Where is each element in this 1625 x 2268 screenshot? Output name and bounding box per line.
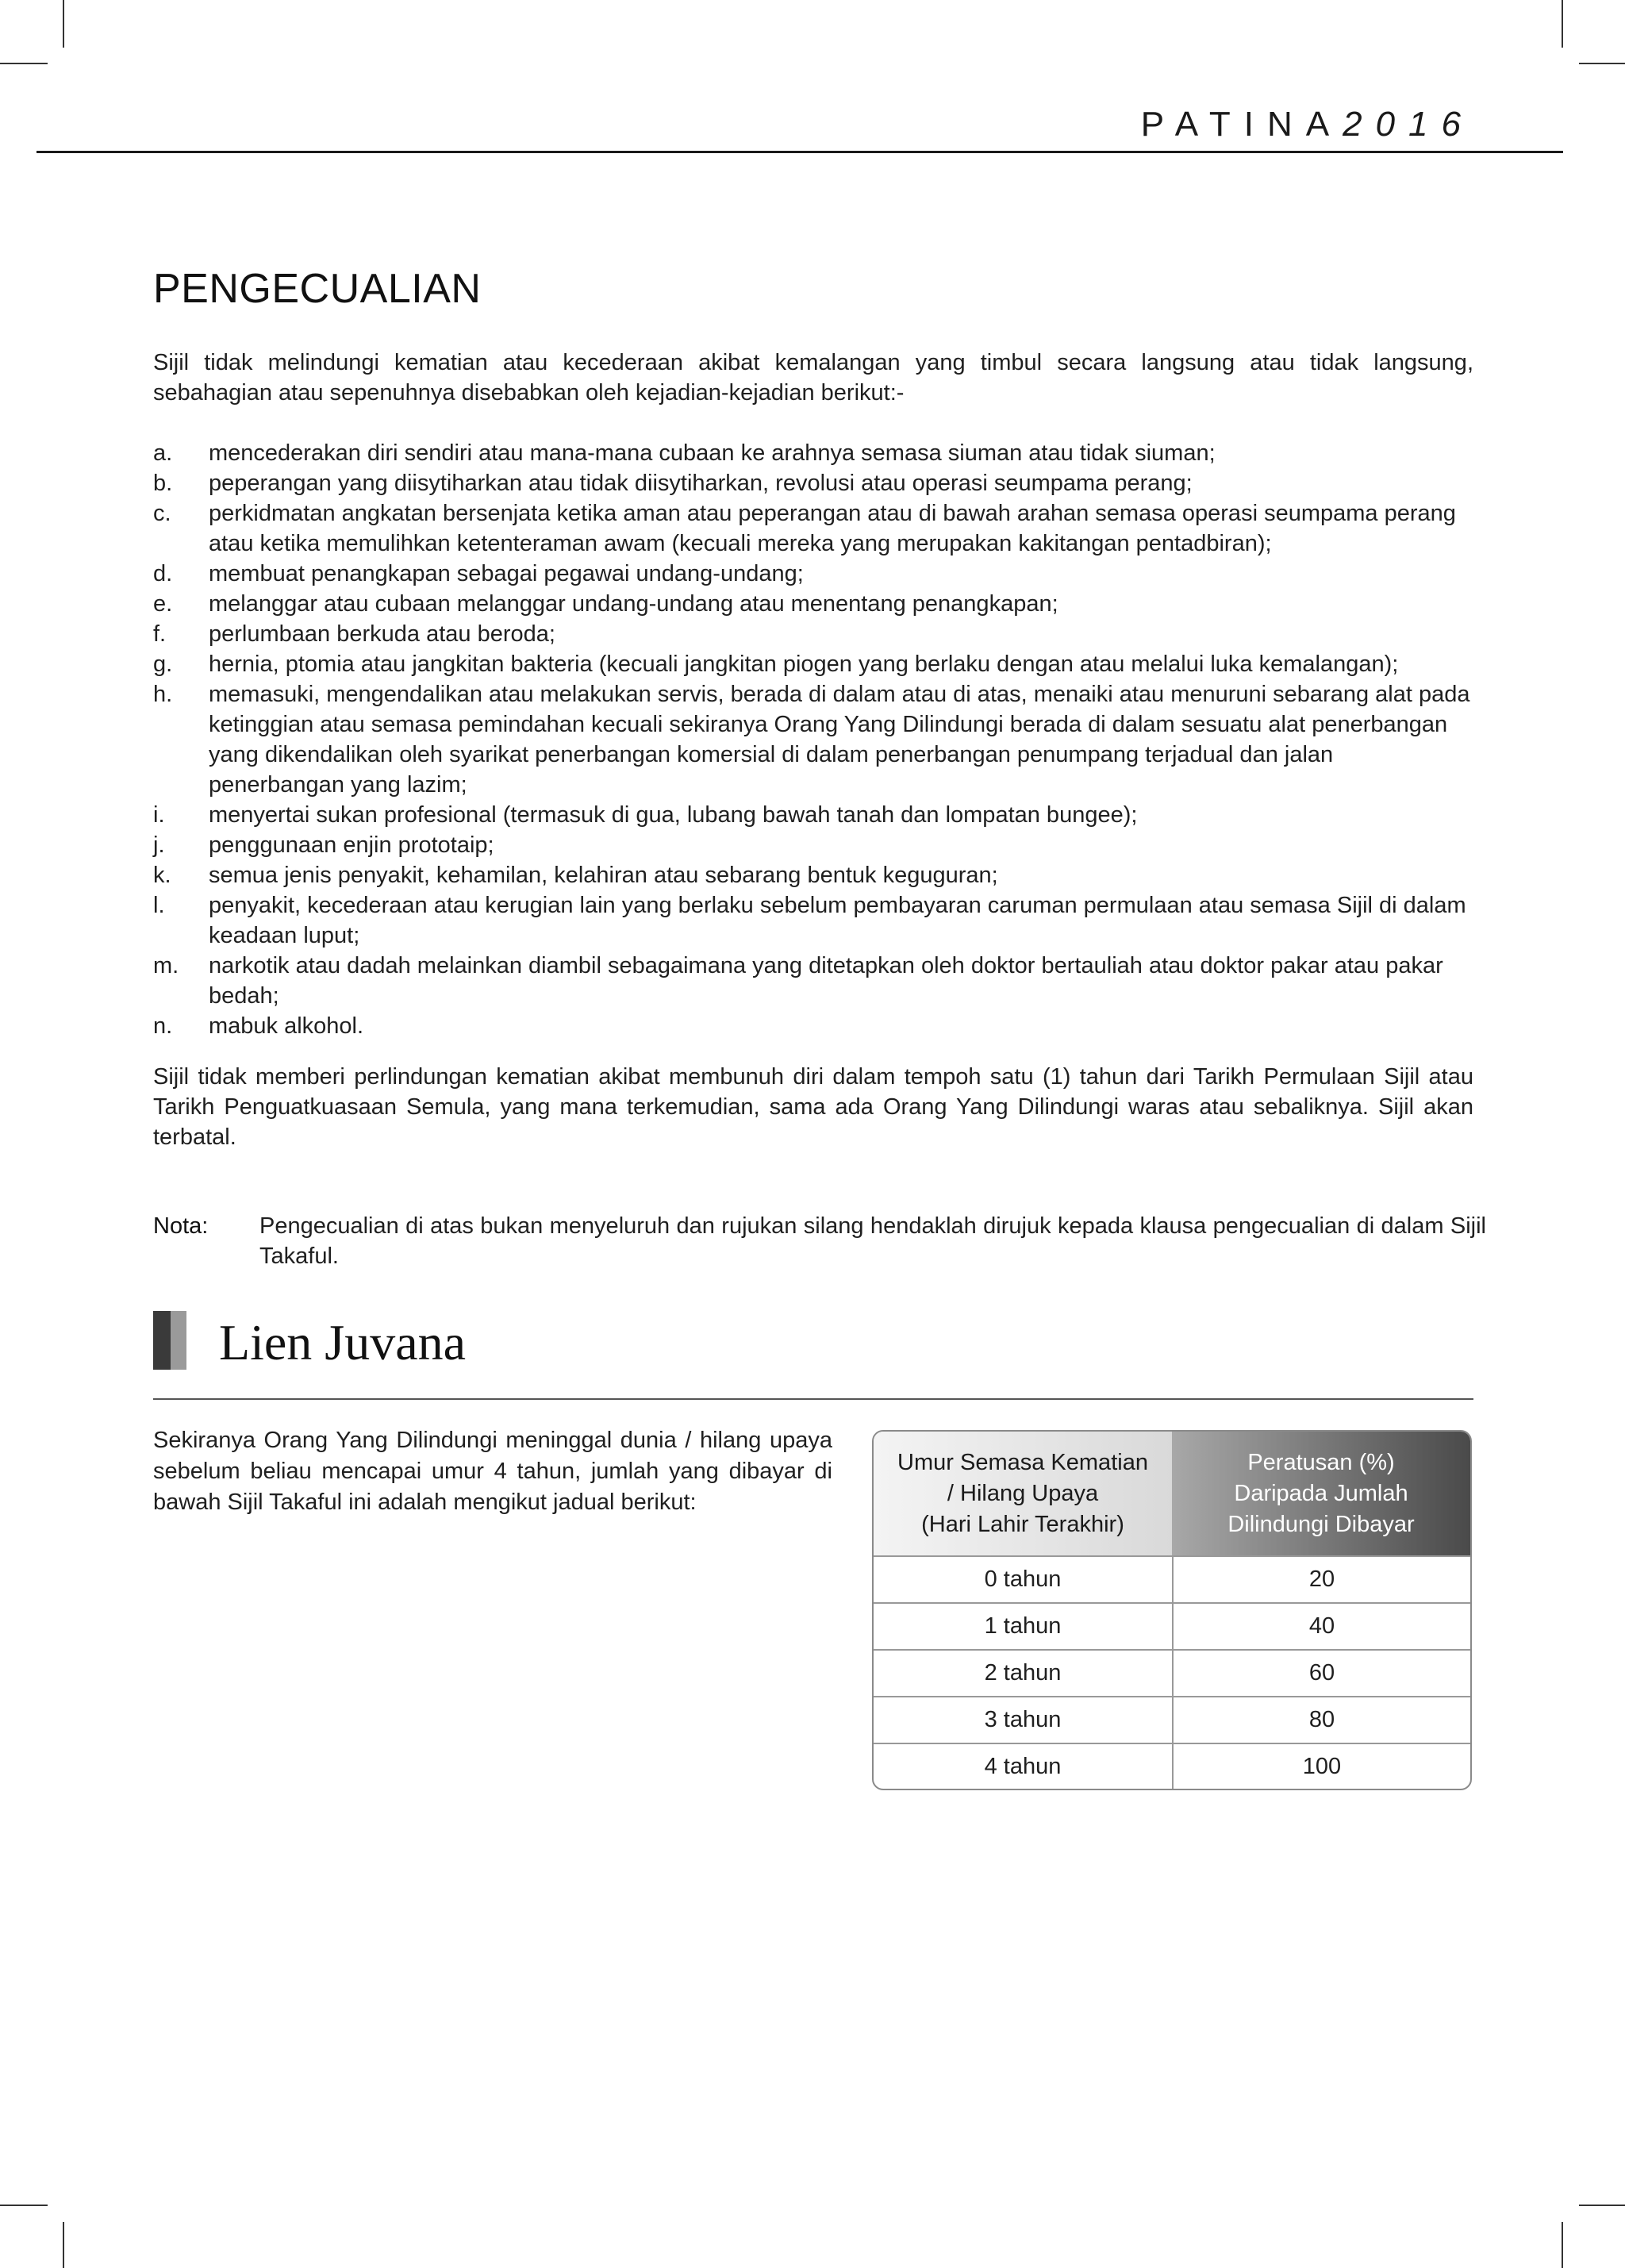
- list-item-text: penggunaan enjin prototaip;: [209, 832, 494, 858]
- table-cell-percent: 100: [1302, 1754, 1342, 1779]
- table-header-age-label: Umur Semasa Kematian / Hilang Upaya (Hari Lahir Terakhir): [897, 1449, 1148, 1537]
- list-item: [153, 890, 1473, 951]
- list-item: [153, 559, 1473, 589]
- table-row: [874, 1555, 1470, 1602]
- table-body: [874, 1555, 1470, 1789]
- list-item: [153, 619, 1473, 649]
- list-item-marker: f.: [153, 621, 167, 647]
- crop-mark: [63, 2222, 64, 2268]
- list-item-text: membuat penangkapan sebagai pegawai undang-undang;: [209, 561, 804, 586]
- list-item-text: mabuk alkohol.: [209, 1013, 364, 1039]
- list-item-text: perlumbaan berkuda atau beroda;: [209, 621, 555, 647]
- list-item-marker: b.: [153, 471, 173, 496]
- crop-mark: [1579, 63, 1625, 64]
- table-header-percent: [1172, 1432, 1470, 1555]
- crop-mark: [0, 63, 48, 64]
- table-cell-percent: 60: [1308, 1660, 1335, 1686]
- table-cell-age: 2 tahun: [874, 1651, 1174, 1696]
- list-item-marker: m.: [153, 953, 179, 978]
- header-rule: [36, 151, 1563, 153]
- list-item-marker: g.: [153, 652, 173, 677]
- table-cell-age: 4 tahun: [874, 1744, 1174, 1789]
- list-item: [153, 589, 1473, 619]
- list-item-marker: l.: [153, 893, 165, 918]
- list-item-text: melanggar atau cubaan melanggar undang-undang atau menentang penangkapan;: [209, 591, 1058, 617]
- section-marker-dark: [153, 1311, 171, 1370]
- table-cell-percent: 20: [1308, 1566, 1335, 1592]
- list-item-marker: h.: [153, 682, 173, 707]
- list-item-text: narkotik atau dadah melainkan diambil sebagaimana yang ditetapkan oleh doktor bertauliah atau doktor pakar atau pakar bedah;: [209, 953, 1443, 1009]
- list-item: [153, 498, 1473, 559]
- crop-mark: [1579, 2205, 1625, 2206]
- list-item-text: perkidmatan angkatan bersenjata ketika aman atau peperangan atau di bawah arahan semasa operasi seumpama perang atau ketika memulihkan ketenteraman awam (kecuali mereka yang merupakan kakitangan pentadbiran);: [209, 501, 1456, 556]
- list-item-marker: a.: [153, 440, 173, 466]
- list-item: [153, 438, 1473, 468]
- note-text: Pengecualian di atas bukan menyeluruh dan rujukan silang hendaklah dirujuk kepada klausa pengecualian di dalam Sijil Takaful.: [259, 1213, 1486, 1269]
- exclusions-list: [153, 438, 1473, 1041]
- page-header-brand: [1141, 105, 1474, 144]
- exclusions-intro: Sijil tidak melindungi kematian atau kecederaan akibat kemalangan yang timbul secara langsung atau tidak langsung, sebahagian atau sepenuhnya disebabkan oleh kejadian-kejadian berikut:-: [153, 350, 1473, 406]
- list-item-marker: n.: [153, 1013, 173, 1039]
- list-item: [153, 468, 1473, 498]
- list-item-marker: k.: [153, 863, 171, 888]
- table-cell-age: 3 tahun: [874, 1697, 1174, 1743]
- table-header-age: [874, 1432, 1172, 1555]
- table-header-percent-label: Peratusan (%) Daripada Jumlah Dilindungi Dibayar: [1227, 1449, 1415, 1537]
- section-title-lien-juvana: Lien Juvana: [219, 1314, 466, 1370]
- list-item-text: menyertai sukan profesional (termasuk di gua, lubang bawah tanah dan lompatan bungee);: [209, 802, 1138, 828]
- lien-table: [872, 1430, 1472, 1790]
- list-item-text: semua jenis penyakit, kehamilan, kelahiran atau sebarang bentuk keguguran;: [209, 863, 998, 888]
- table-row: [874, 1649, 1470, 1696]
- table-cell-percent: 80: [1308, 1707, 1335, 1732]
- list-item: [153, 800, 1473, 830]
- section-rule: [153, 1398, 1473, 1400]
- table-row: [874, 1743, 1470, 1789]
- table-header: [874, 1432, 1470, 1555]
- list-item-text: memasuki, mengendalikan atau melakukan servis, berada di dalam atau di atas, menaiki atau menuruni sebarang alat pada ketinggian atau semasa pemindahan kecuali sekiranya Orang Yang Dilindungi berada di dalam sesuatu alat penerbangan yang dikendalikan oleh syarikat penerbangan komersial di dalam penerbangan penumpang terjadual dan jalan penerbangan yang lazim;: [209, 682, 1470, 798]
- list-item-marker: d.: [153, 561, 173, 586]
- list-item: [153, 1011, 1473, 1041]
- section-marker-light: [171, 1311, 186, 1370]
- brand-name: PATINA: [1140, 105, 1343, 144]
- table-cell-age: 0 tahun: [874, 1557, 1174, 1602]
- list-item: [153, 830, 1473, 860]
- section-title-exclusions: PENGECUALIAN: [153, 266, 482, 312]
- list-item-marker: j.: [153, 832, 165, 858]
- list-item: [153, 951, 1473, 1011]
- table-row: [874, 1696, 1470, 1743]
- list-item-marker: c.: [153, 501, 171, 526]
- crop-mark: [0, 2205, 48, 2206]
- list-item-text: mencederakan diri sendiri atau mana-mana cubaan ke arahnya semasa siuman atau tidak siuman;: [209, 440, 1216, 466]
- list-item-text: hernia, ptomia atau jangkitan bakteria (kecuali jangkitan piogen yang berlaku dengan atau melalui luka kemalangan);: [209, 652, 1399, 677]
- list-item-text: peperangan yang diisytiharkan atau tidak diisytiharkan, revolusi atau operasi seumpama perang;: [209, 471, 1193, 496]
- list-item-marker: i.: [153, 802, 165, 828]
- table-cell-percent: 40: [1308, 1613, 1335, 1639]
- table-cell-age: 1 tahun: [874, 1604, 1174, 1649]
- crop-mark: [1562, 0, 1563, 48]
- list-item-marker: e.: [153, 591, 173, 617]
- list-item: [153, 649, 1473, 679]
- table-row: [874, 1602, 1470, 1649]
- crop-mark: [1562, 2222, 1563, 2268]
- note: [153, 1211, 1486, 1271]
- crop-mark: [63, 0, 64, 48]
- lien-description: Sekiranya Orang Yang Dilindungi meninggal dunia / hilang upaya sebelum beliau mencapai umur 4 tahun, jumlah yang dibayar di bawah Sijil Takaful ini adalah mengikut jadual berikut:: [153, 1428, 832, 1515]
- list-item: [153, 679, 1473, 800]
- list-item: [153, 860, 1473, 890]
- note-label: Nota:: [153, 1213, 209, 1239]
- list-item-text: penyakit, kecederaan atau kerugian lain yang berlaku sebelum pembayaran caruman permulaan atau semasa Sijil di dalam keadaan luput;: [209, 893, 1466, 948]
- suicide-clause: Sijil tidak memberi perlindungan kematian akibat membunuh diri dalam tempoh satu (1) tahun dari Tarikh Permulaan Sijil atau Tarikh Penguatkuasaan Semula, yang mana terkemudian, sama ada Orang Yang Dilindungi waras atau sebaliknya. Sijil akan terbatal.: [153, 1064, 1473, 1150]
- brand-year: 2016: [1343, 105, 1474, 144]
